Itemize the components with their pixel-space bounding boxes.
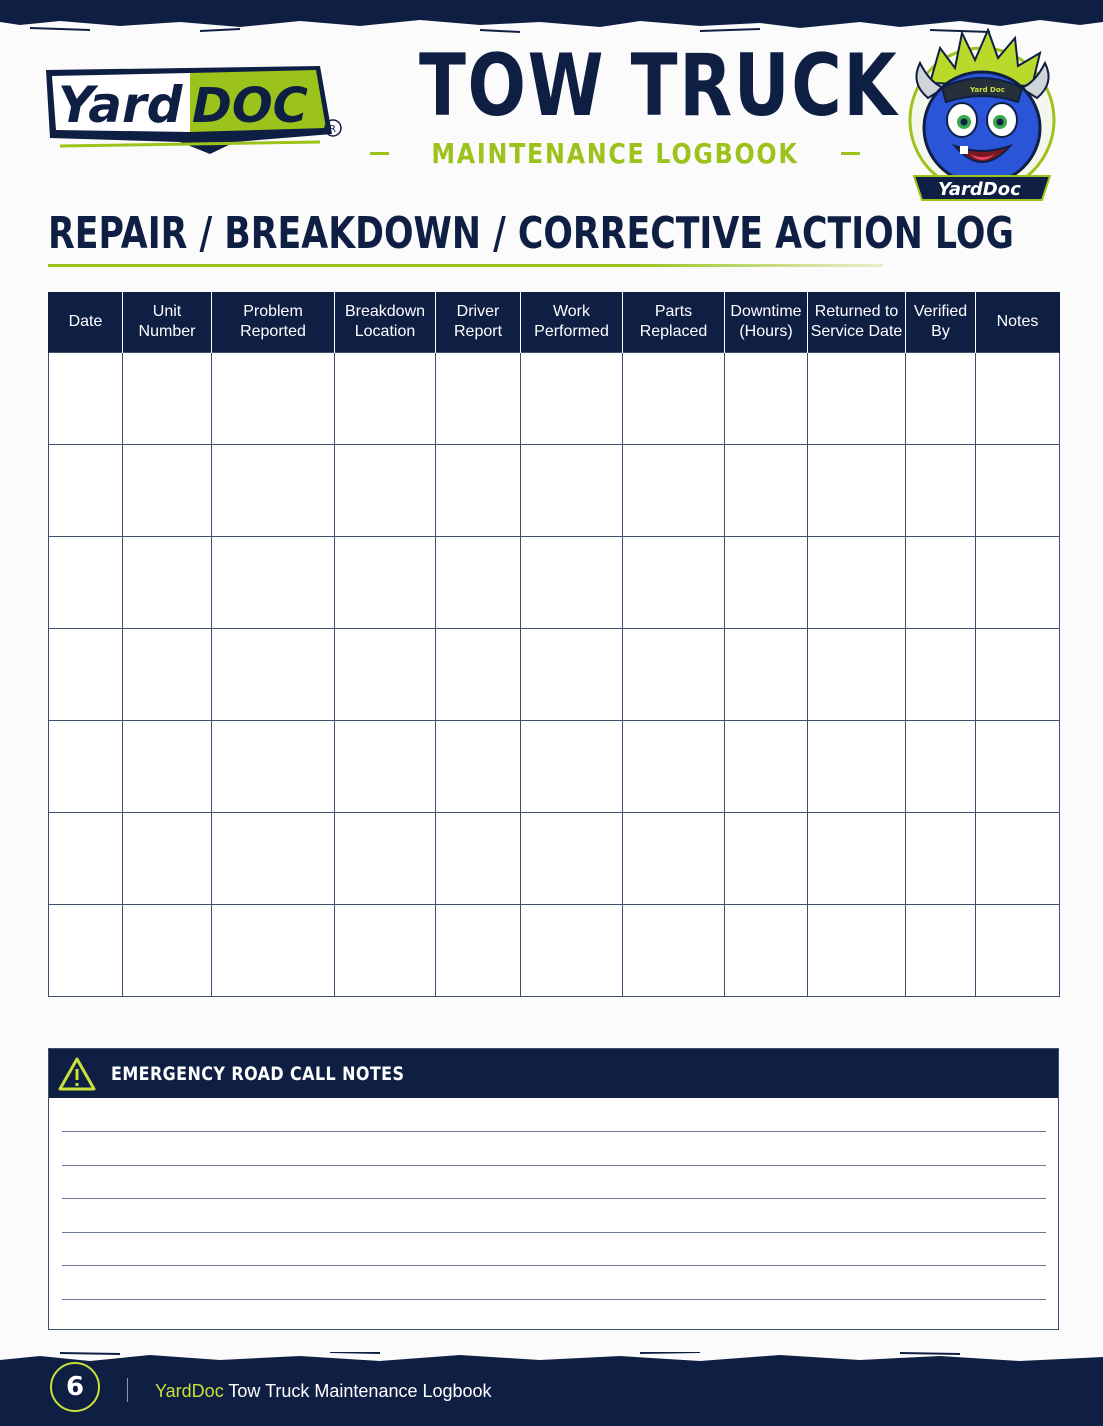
page-title: TOW TRUCK	[419, 36, 899, 136]
table-cell[interactable]	[906, 813, 976, 905]
section-title: REPAIR / BREAKDOWN / CORRECTIVE ACTION LOG	[48, 208, 1014, 259]
column-header	[49, 292, 123, 353]
footer-brand: YardDoc	[155, 1381, 224, 1401]
table-row	[49, 537, 1060, 629]
table-cell[interactable]	[906, 445, 976, 537]
table-cell[interactable]	[623, 445, 725, 537]
column-header	[521, 292, 623, 353]
page-number: 6	[50, 1362, 100, 1412]
column-header-line: Report	[453, 323, 503, 340]
table-cell[interactable]	[521, 537, 623, 629]
page-subtitle: MAINTENANCE LOGBOOK	[431, 136, 799, 170]
table-cell[interactable]	[725, 445, 808, 537]
table-cell[interactable]	[808, 905, 906, 997]
note-line	[62, 1299, 1046, 1300]
column-header	[212, 292, 335, 353]
table-cell[interactable]	[335, 445, 436, 537]
table-cell[interactable]	[436, 445, 521, 537]
column-header-line: Unit	[152, 303, 182, 320]
table-row	[49, 353, 1060, 445]
table-cell[interactable]	[123, 905, 212, 997]
table-cell[interactable]	[623, 905, 725, 997]
column-header-line: Problem	[243, 303, 303, 320]
column-header-line: Returned to	[814, 303, 899, 320]
warning-triangle-icon	[57, 1056, 97, 1092]
column-header	[976, 292, 1060, 353]
table-cell[interactable]	[49, 813, 123, 905]
svg-text:Yard: Yard	[58, 76, 183, 134]
table-cell[interactable]	[906, 721, 976, 813]
table-cell[interactable]	[212, 905, 335, 997]
table-cell[interactable]	[808, 721, 906, 813]
table-cell[interactable]	[335, 721, 436, 813]
table-cell[interactable]	[725, 813, 808, 905]
svg-text:YardDoc: YardDoc	[938, 179, 1021, 200]
table-cell[interactable]	[212, 721, 335, 813]
column-header-line: Parts	[654, 303, 693, 320]
column-header	[906, 292, 976, 353]
table-row	[49, 813, 1060, 905]
table-cell[interactable]	[623, 721, 725, 813]
table-cell[interactable]	[623, 537, 725, 629]
table-cell[interactable]	[623, 629, 725, 721]
column-header-line: Reported	[240, 323, 306, 340]
table-cell[interactable]	[725, 353, 808, 445]
column-header-line: (Hours)	[739, 323, 793, 340]
svg-text:Yard Doc: Yard Doc	[970, 86, 1005, 94]
table-cell[interactable]	[976, 813, 1060, 905]
table-cell[interactable]	[725, 629, 808, 721]
column-header-line: Downtime	[730, 303, 802, 320]
column-header-line: Performed	[534, 323, 609, 340]
table-cell[interactable]	[212, 445, 335, 537]
table-cell[interactable]	[976, 537, 1060, 629]
table-cell[interactable]	[436, 721, 521, 813]
table-cell[interactable]	[976, 629, 1060, 721]
table-cell[interactable]	[521, 629, 623, 721]
yarddoc-logo	[40, 60, 345, 155]
table-cell[interactable]	[335, 353, 436, 445]
note-line	[62, 1165, 1046, 1166]
column-header-line: Replaced	[639, 323, 708, 340]
table-cell[interactable]	[623, 813, 725, 905]
table-cell[interactable]	[49, 905, 123, 997]
table-cell[interactable]	[123, 445, 212, 537]
table-cell[interactable]	[49, 537, 123, 629]
table-cell[interactable]	[906, 629, 976, 721]
table-cell[interactable]	[436, 537, 521, 629]
column-header-line: Location	[354, 323, 416, 340]
svg-text:R: R	[329, 124, 336, 135]
table-cell[interactable]	[808, 445, 906, 537]
table-header-row	[49, 292, 1060, 353]
footer-separator	[127, 1378, 128, 1402]
table-cell[interactable]	[123, 721, 212, 813]
table-cell[interactable]	[49, 353, 123, 445]
table-cell[interactable]	[123, 537, 212, 629]
subtitle-rule-right	[841, 152, 860, 155]
table-row	[49, 445, 1060, 537]
column-header	[123, 292, 212, 353]
note-line	[62, 1198, 1046, 1199]
table-cell[interactable]	[521, 353, 623, 445]
table-cell[interactable]	[212, 353, 335, 445]
table-cell[interactable]	[49, 721, 123, 813]
column-header-line: Breakdown	[344, 303, 426, 320]
mascot-badge	[900, 28, 1065, 213]
table-cell[interactable]	[212, 813, 335, 905]
column-header	[808, 292, 906, 353]
table-cell[interactable]	[123, 813, 212, 905]
column-header-line: Service Date	[810, 323, 903, 340]
table-cell[interactable]	[906, 353, 976, 445]
subtitle-row	[370, 136, 860, 170]
note-line	[62, 1131, 1046, 1132]
table-cell[interactable]	[976, 721, 1060, 813]
column-header-line: Notes	[996, 313, 1039, 330]
table-row	[49, 629, 1060, 721]
column-header-line: Date	[68, 313, 103, 330]
column-header-line: By	[931, 323, 950, 340]
table-cell[interactable]	[49, 629, 123, 721]
column-header	[725, 292, 808, 353]
table-cell[interactable]	[123, 353, 212, 445]
table-row	[49, 721, 1060, 813]
column-header	[623, 292, 725, 353]
column-header-line: Verified	[913, 303, 968, 320]
note-line	[62, 1265, 1046, 1266]
table-cell[interactable]	[725, 905, 808, 997]
subtitle-rule-left	[370, 152, 389, 155]
table-cell[interactable]	[808, 629, 906, 721]
repair-log-table	[48, 292, 1060, 997]
table-cell[interactable]	[436, 629, 521, 721]
table-cell[interactable]	[212, 537, 335, 629]
table-cell[interactable]	[521, 905, 623, 997]
emergency-notes-box	[48, 1048, 1059, 1330]
table-cell[interactable]	[212, 629, 335, 721]
table-body	[49, 353, 1060, 997]
svg-text:DOC: DOC	[192, 78, 308, 134]
table-cell[interactable]	[436, 813, 521, 905]
column-header-line: Work	[552, 303, 591, 320]
emergency-notes-header	[49, 1049, 1058, 1098]
note-line	[62, 1232, 1046, 1233]
table-cell[interactable]	[335, 813, 436, 905]
table-cell[interactable]	[123, 629, 212, 721]
footer-title: Tow Truck Maintenance Logbook	[228, 1381, 492, 1401]
table-row	[49, 905, 1060, 997]
table-cell[interactable]	[808, 353, 906, 445]
table-cell[interactable]	[808, 813, 906, 905]
table-cell[interactable]	[521, 445, 623, 537]
column-header	[335, 292, 436, 353]
logbook-title-block	[370, 36, 899, 170]
column-header-line: Number	[138, 323, 196, 340]
column-header	[436, 292, 521, 353]
table-cell[interactable]	[725, 721, 808, 813]
table-cell[interactable]	[976, 445, 1060, 537]
table-cell[interactable]	[976, 905, 1060, 997]
table-cell[interactable]	[436, 353, 521, 445]
table-cell[interactable]	[335, 905, 436, 997]
table-cell[interactable]	[436, 905, 521, 997]
column-header-line: Driver	[456, 303, 500, 320]
table-cell[interactable]	[49, 445, 123, 537]
table-cell[interactable]	[521, 813, 623, 905]
table-cell[interactable]	[335, 537, 436, 629]
section-underline	[48, 264, 883, 267]
table-cell[interactable]	[976, 353, 1060, 445]
table-cell[interactable]	[335, 629, 436, 721]
footer-caption	[155, 1381, 492, 1402]
table-cell[interactable]	[906, 537, 976, 629]
table-cell[interactable]	[808, 537, 906, 629]
table-cell[interactable]	[623, 353, 725, 445]
table-cell[interactable]	[906, 905, 976, 997]
table-cell[interactable]	[725, 537, 808, 629]
emergency-notes-title: EMERGENCY ROAD CALL NOTES	[111, 1062, 405, 1085]
table-cell[interactable]	[521, 721, 623, 813]
